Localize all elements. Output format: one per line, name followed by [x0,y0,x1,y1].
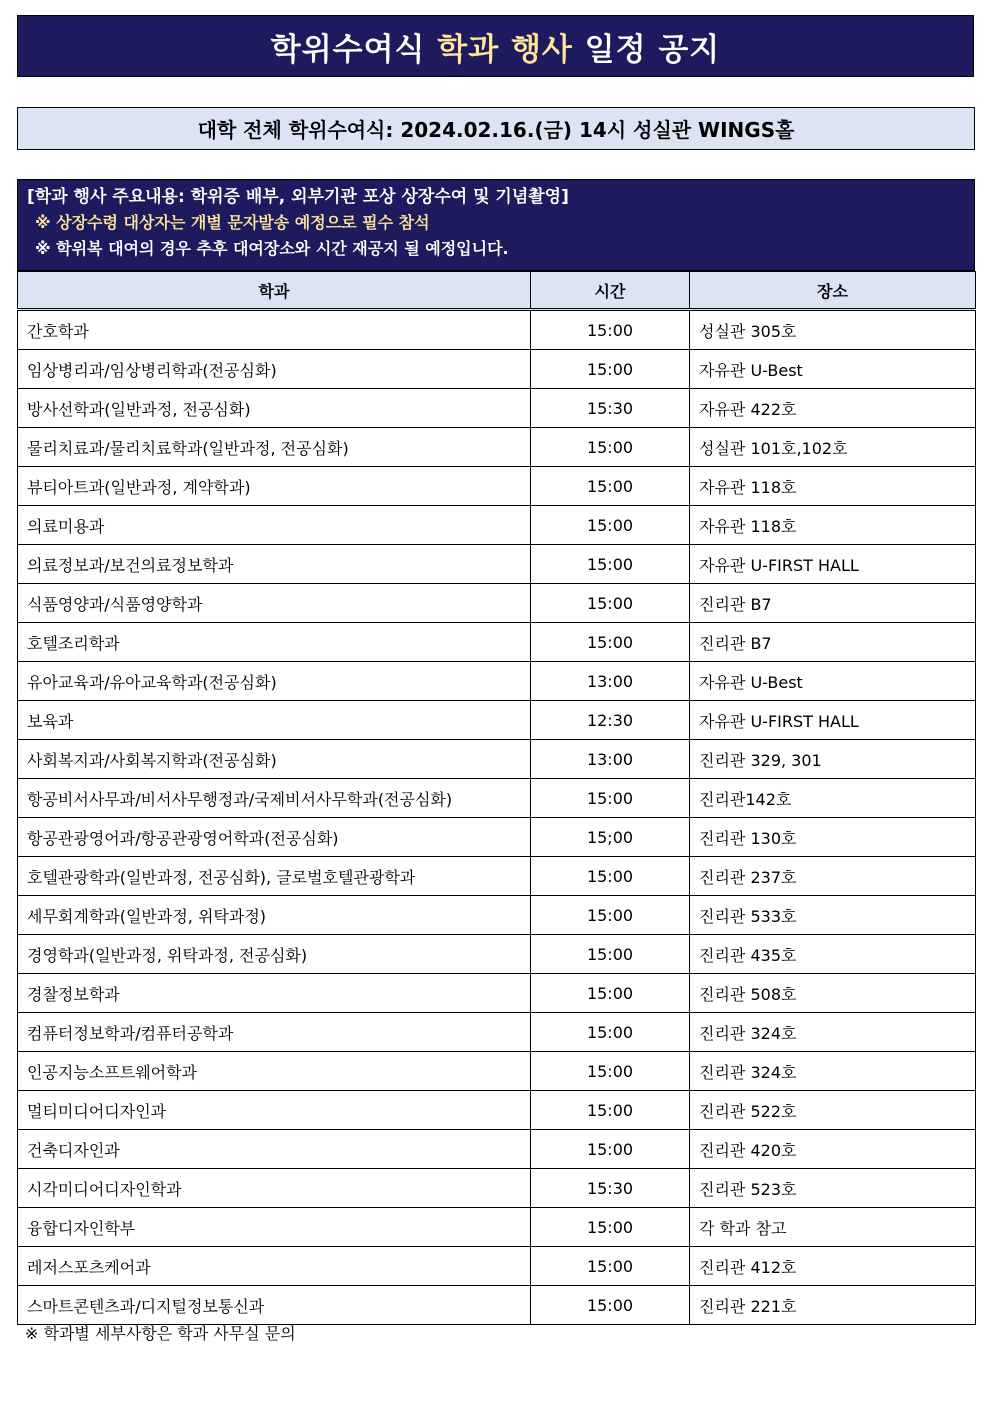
table-row [18,506,976,545]
department-cell: 경영학과(일반과정, 위탁과정, 전공심화) [18,935,531,974]
time-cell: 12:30 [531,701,690,740]
table-header-row [18,272,976,310]
time-cell: 15;00 [531,818,690,857]
department-cell: 융합디자인학부 [18,1208,531,1247]
time-cell: 15:00 [531,310,690,350]
time-cell: 15:00 [531,1286,690,1325]
table-row [18,779,976,818]
table-row [18,584,976,623]
department-cell: 스마트콘텐츠과/디지털정보통신과 [18,1286,531,1325]
header-place: 장소 [690,272,976,310]
place-cell: 진리관 435호 [690,935,976,974]
department-cell: 항공비서사무과/비서사무행정과/국제비서사무학과(전공심화) [18,779,531,818]
place-cell: 진리관 533호 [690,896,976,935]
time-cell: 15:00 [531,974,690,1013]
place-cell: 자유관 118호 [690,506,976,545]
time-cell: 15:00 [531,1013,690,1052]
place-cell: 각 학과 참고 [690,1208,976,1247]
table-row [18,467,976,506]
department-cell: 건축디자인과 [18,1130,531,1169]
time-cell: 15:00 [531,545,690,584]
table-row [18,350,976,389]
department-cell: 유아교육과/유아교육학과(전공심화) [18,662,531,701]
place-cell: 진리관 B7 [690,584,976,623]
time-cell: 15:00 [531,428,690,467]
table-row [18,857,976,896]
place-cell: 성실관 101호,102호 [690,428,976,467]
table-row [18,1208,976,1247]
schedule-table [17,271,976,1325]
title-highlight: 학과 행사 [437,31,573,68]
time-cell: 13:00 [531,662,690,701]
place-cell: 진리관 523호 [690,1169,976,1208]
table-row [18,1013,976,1052]
ceremony-text: 대학 전체 학위수여식: 2024.02.16.(금) 14시 성실관 WINGS홀 [197,118,795,142]
place-cell: 진리관 324호 [690,1013,976,1052]
department-cell: 의료정보과/보건의료정보학과 [18,545,531,584]
time-cell: 15:00 [531,1208,690,1247]
department-cell: 인공지능소프트웨어학과 [18,1052,531,1091]
place-cell: 진리관 420호 [690,1130,976,1169]
department-cell: 세무회계학과(일반과정, 위탁과정) [18,896,531,935]
header-department: 학과 [18,272,531,310]
place-cell: 진리관 324호 [690,1052,976,1091]
table-row [18,389,976,428]
place-cell: 자유관 422호 [690,389,976,428]
place-cell: 진리관 B7 [690,623,976,662]
place-cell: 자유관 118호 [690,467,976,506]
table-row [18,1169,976,1208]
title-part2: 일정 공지 [584,31,721,68]
table-row [18,1247,976,1286]
department-cell: 시각미디어디자인학과 [18,1169,531,1208]
department-cell: 물리치료과/물리치료학과(일반과정, 전공심화) [18,428,531,467]
place-cell: 진리관 329, 301 [690,740,976,779]
place-cell: 자유관 U-FIRST HALL [690,701,976,740]
table-row [18,935,976,974]
table-row [18,740,976,779]
place-cell: 진리관142호 [690,779,976,818]
place-cell: 진리관 522호 [690,1091,976,1130]
table-row [18,428,976,467]
time-cell: 15:00 [531,584,690,623]
time-cell: 15:30 [531,1169,690,1208]
place-cell: 자유관 U-Best [690,662,976,701]
header-time: 시간 [531,272,690,310]
table-row [18,623,976,662]
department-cell: 뷰티아트과(일반과정, 계약학과) [18,467,531,506]
place-cell: 자유관 U-Best [690,350,976,389]
footnote: ※ 학과별 세부사항은 학과 사무실 문의 [25,1324,296,1343]
time-cell: 15:30 [531,389,690,428]
department-cell: 사회복지과/사회복지학과(전공심화) [18,740,531,779]
table-row [18,818,976,857]
time-cell: 15:00 [531,1091,690,1130]
title-part1: 학위수여식 [270,31,426,68]
department-cell: 멀티미디어디자인과 [18,1091,531,1130]
time-cell: 15:00 [531,779,690,818]
table-row [18,896,976,935]
table-row [18,1286,976,1325]
department-cell: 호텔조리학과 [18,623,531,662]
table-row [18,662,976,701]
department-cell: 식품영양과/식품영양학과 [18,584,531,623]
event-info-box [17,179,975,271]
time-cell: 15:00 [531,467,690,506]
department-cell: 컴퓨터정보학과/컴퓨터공학과 [18,1013,531,1052]
time-cell: 15:00 [531,506,690,545]
place-cell: 성실관 305호 [690,310,976,350]
ceremony-banner [17,107,975,150]
department-cell: 임상병리과/임상병리학과(전공심화) [18,350,531,389]
department-cell: 경찰정보학과 [18,974,531,1013]
time-cell: 13:00 [531,740,690,779]
time-cell: 15:00 [531,857,690,896]
place-cell: 진리관 237호 [690,857,976,896]
department-cell: 호텔관광학과(일반과정, 전공심화), 글로벌호텔관광학과 [18,857,531,896]
time-cell: 15:00 [531,1052,690,1091]
table-row [18,1052,976,1091]
department-cell: 보육과 [18,701,531,740]
time-cell: 15:00 [531,623,690,662]
time-cell: 15:00 [531,1130,690,1169]
table-row [18,974,976,1013]
department-cell: 의료미용과 [18,506,531,545]
place-cell: 진리관 412호 [690,1247,976,1286]
event-info-note-gown: ※ 학위복 대여의 경우 추후 대여장소와 시간 재공지 될 예정입니다. [35,239,509,258]
department-cell: 레저스포츠케어과 [18,1247,531,1286]
time-cell: 15:00 [531,350,690,389]
place-cell: 진리관 221호 [690,1286,976,1325]
time-cell: 15:00 [531,935,690,974]
place-cell: 진리관 130호 [690,818,976,857]
time-cell: 15:00 [531,1247,690,1286]
table-row [18,545,976,584]
time-cell: 15:00 [531,896,690,935]
department-cell: 방사선학과(일반과정, 전공심화) [18,389,531,428]
place-cell: 자유관 U-FIRST HALL [690,545,976,584]
place-cell: 진리관 508호 [690,974,976,1013]
event-info-main: [학과 행사 주요내용: 학위증 배부, 외부기관 포상 상장수여 및 기념촬영] [27,187,569,207]
department-cell: 간호학과 [18,310,531,350]
table-row [18,1091,976,1130]
table-row [18,310,976,350]
table-row [18,701,976,740]
table-row [18,1130,976,1169]
department-cell: 항공관광영어과/항공관광영어학과(전공심화) [18,818,531,857]
page-title [17,15,974,77]
event-info-note-award: ※ 상장수령 대상자는 개별 문자발송 예정으로 필수 참석 [35,213,430,232]
